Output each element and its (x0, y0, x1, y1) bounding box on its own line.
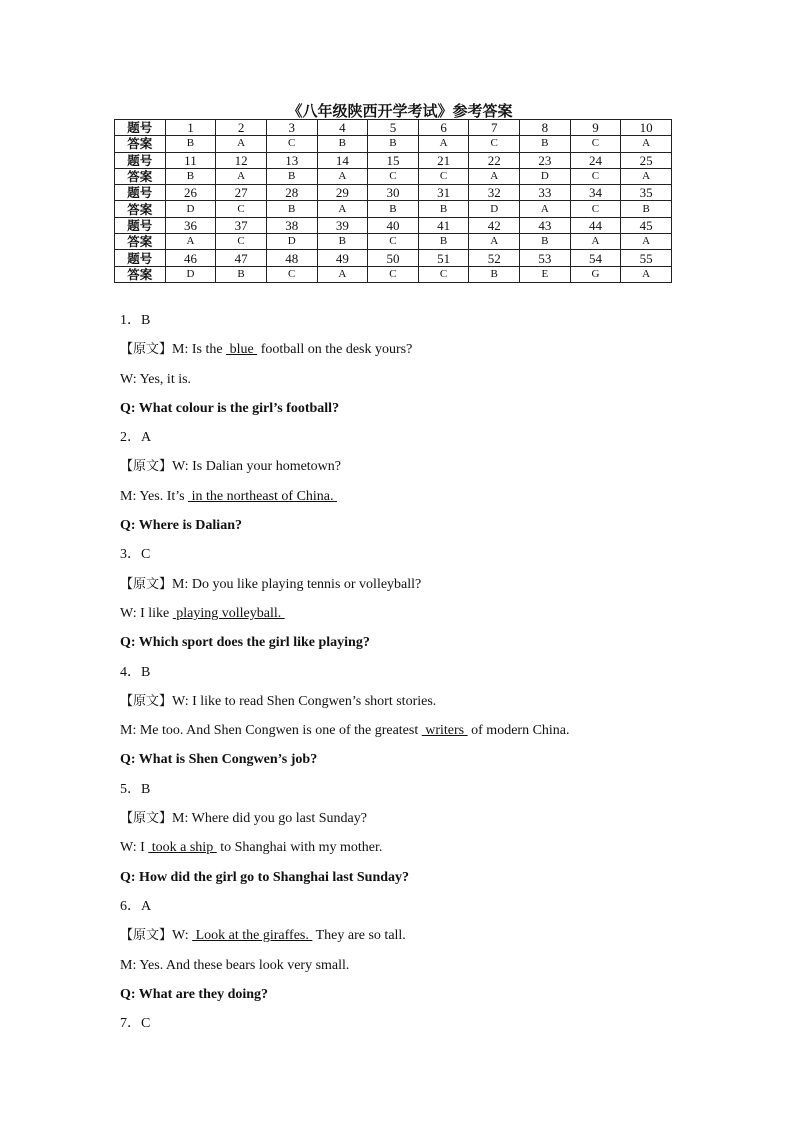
answer-cell: B (317, 136, 368, 152)
transcript-tag: 【原文】 (120, 459, 173, 475)
question-number-cell: 38 (266, 217, 317, 233)
answer-cell: C (216, 234, 267, 250)
question-number-cell: 23 (520, 152, 571, 168)
answer-cell: B (621, 201, 672, 217)
underlined-key-phrase: Look at the giraffes. (192, 928, 313, 944)
underlined-key-phrase: writers (421, 723, 468, 739)
question-number-cell: 40 (368, 217, 419, 233)
answer-cell: B (165, 168, 216, 184)
answer-cell: D (266, 234, 317, 250)
answer-cell: C (570, 136, 621, 152)
question-number-cell: 8 (520, 120, 571, 136)
answer-cell: C (570, 168, 621, 184)
transcript-text: W: (172, 928, 193, 944)
underlined-key-phrase: blue (226, 342, 258, 358)
question-number-cell: 45 (621, 217, 672, 233)
answer-cell: D (165, 201, 216, 217)
answer-cell: A (418, 136, 469, 152)
question-number-cell: 15 (368, 152, 419, 168)
answer-row (115, 201, 672, 217)
question-number-label: 题号 (115, 217, 166, 233)
question-number-cell: 12 (216, 152, 267, 168)
question-number-cell: 1 (165, 120, 216, 136)
question-number-cell: 48 (266, 250, 317, 266)
answer-number: 5．B (120, 781, 151, 797)
answer-row (115, 266, 672, 282)
answer-cell: A (165, 234, 216, 250)
answer-cell: A (570, 234, 621, 250)
answer-cell: B (418, 201, 469, 217)
question-number-cell: 7 (469, 120, 520, 136)
question-number-row (115, 152, 672, 168)
question-number-cell: 6 (418, 120, 469, 136)
question-number-cell: 46 (165, 250, 216, 266)
question-number-row (115, 217, 672, 233)
question-number-cell: 47 (216, 250, 267, 266)
answer-row (115, 234, 672, 250)
answer-cell: C (216, 201, 267, 217)
question-number-cell: 22 (469, 152, 520, 168)
answer-row (115, 168, 672, 184)
question-number-cell: 35 (621, 185, 672, 201)
answer-number: 4．B (120, 664, 151, 680)
transcript-text: M: Is the (172, 342, 227, 358)
answer-cell: A (621, 266, 672, 282)
question-number-label: 题号 (115, 185, 166, 201)
transcript-line (120, 804, 720, 833)
transcript-line (120, 335, 720, 364)
answer-cell: G (570, 266, 621, 282)
transcript-text: M: Yes. It’s (120, 488, 189, 504)
transcript-line (120, 951, 720, 980)
question-number-label: 题号 (115, 152, 166, 168)
answer-number: 2．A (120, 430, 152, 446)
question-number-cell: 50 (368, 250, 419, 266)
transcript-text: M: Yes. And these bears look very small. (120, 957, 350, 973)
question-number-cell: 49 (317, 250, 368, 266)
answer-key-table (114, 119, 672, 283)
question-number-cell: 25 (621, 152, 672, 168)
answer-cell: B (520, 234, 571, 250)
transcript-text: W: Is Dalian your hometown? (172, 459, 342, 475)
question-number-cell: 51 (418, 250, 469, 266)
question-number-cell: 5 (368, 120, 419, 136)
answer-cell: C (418, 168, 469, 184)
answer-cell: A (621, 168, 672, 184)
transcript-line (120, 921, 720, 950)
answer-cell: A (469, 234, 520, 250)
answer-cell: A (216, 136, 267, 152)
underlined-key-phrase: took a ship (148, 840, 217, 856)
transcript-line (120, 452, 720, 481)
page-title: 《八年级陕西开学考试》参考答案 (287, 104, 513, 120)
transcript-tag: 【原文】 (120, 342, 173, 358)
question-number-cell: 53 (520, 250, 571, 266)
question-text: Q: How did the girl go to Shanghai last Sunday? (120, 869, 410, 885)
answer-number: 3．C (120, 547, 151, 563)
transcript-tag: 【原文】 (120, 576, 173, 592)
answer-cell: C (469, 136, 520, 152)
answer-cell: B (469, 266, 520, 282)
question-number-cell: 27 (216, 185, 267, 201)
transcript-tag: 【原文】 (120, 928, 173, 944)
answer-label: 答案 (115, 234, 166, 250)
answer-label: 答案 (115, 168, 166, 184)
question-number-label: 题号 (115, 120, 166, 136)
question-number-cell: 44 (570, 217, 621, 233)
transcript-text: W: I like to read Shen Congwen’s short stories. (172, 693, 437, 709)
answer-label: 答案 (115, 201, 166, 217)
question-text: Q: What is Shen Congwen’s job? (120, 752, 318, 768)
question-number-cell: 21 (418, 152, 469, 168)
answer-cell: B (368, 201, 419, 217)
answer-cell: B (520, 136, 571, 152)
question-number-cell: 54 (570, 250, 621, 266)
question-number-cell: 13 (266, 152, 317, 168)
question-number-cell: 34 (570, 185, 621, 201)
transcript-line (120, 482, 720, 511)
answer-cell: D (520, 168, 571, 184)
transcript-tag: 【原文】 (120, 693, 173, 709)
question-number-cell: 41 (418, 217, 469, 233)
question-number-cell: 32 (469, 185, 520, 201)
answer-cell: B (418, 234, 469, 250)
underlined-key-phrase: in the northeast of China. (188, 488, 338, 504)
transcript-text: M: Where did you go last Sunday? (172, 811, 367, 827)
question-number-cell: 52 (469, 250, 520, 266)
answer-number: 7．C (120, 1016, 151, 1032)
answer-cell: B (368, 136, 419, 152)
question-number-cell: 11 (165, 152, 216, 168)
answer-cell: C (570, 201, 621, 217)
transcript-text: They are so tall. (312, 928, 406, 944)
question-number-cell: 42 (469, 217, 520, 233)
question-number-cell: 36 (165, 217, 216, 233)
transcript-text: W: I like (120, 605, 173, 621)
answer-cell: B (266, 201, 317, 217)
question-number-cell: 28 (266, 185, 317, 201)
question-number-label: 题号 (115, 250, 166, 266)
answer-cell: B (216, 266, 267, 282)
transcript-text: M: Me too. And Shen Congwen is one of the greatest (120, 723, 422, 739)
transcript-line (120, 365, 720, 394)
transcript-line (120, 687, 720, 716)
answer-number: 6．A (120, 898, 152, 914)
question-number-row (115, 120, 672, 136)
answer-cell: B (165, 136, 216, 152)
answer-cell: D (469, 201, 520, 217)
transcript-tag: 【原文】 (120, 811, 173, 827)
question-number-cell: 2 (216, 120, 267, 136)
transcript-line (120, 570, 720, 599)
question-number-cell: 33 (520, 185, 571, 201)
answer-cell: C (266, 136, 317, 152)
transcript-text: W: I (120, 840, 149, 856)
transcript-text: W: Yes, it is. (120, 371, 192, 387)
question-number-cell: 31 (418, 185, 469, 201)
question-number-cell: 14 (317, 152, 368, 168)
answer-cell: C (368, 234, 419, 250)
question-text: Q: Where is Dalian? (120, 518, 242, 534)
answer-cell: C (266, 266, 317, 282)
question-number-cell: 43 (520, 217, 571, 233)
transcript-text: M: Do you like playing tennis or volleyball? (172, 576, 422, 592)
question-text: Q: What are they doing? (120, 986, 269, 1002)
question-number-cell: 29 (317, 185, 368, 201)
question-text: Q: Which sport does the girl like playing? (120, 635, 370, 651)
question-number-cell: 39 (317, 217, 368, 233)
answer-cell: D (165, 266, 216, 282)
question-number-cell: 9 (570, 120, 621, 136)
transcript-text: to Shanghai with my mother. (216, 840, 383, 856)
answer-cell: A (216, 168, 267, 184)
answer-number: 1．B (120, 313, 151, 328)
question-number-cell: 30 (368, 185, 419, 201)
answer-cell: A (317, 201, 368, 217)
question-number-cell: 24 (570, 152, 621, 168)
answer-cell: E (520, 266, 571, 282)
question-number-cell: 4 (317, 120, 368, 136)
question-number-cell: 55 (621, 250, 672, 266)
question-number-cell: 10 (621, 120, 672, 136)
answer-row (115, 136, 672, 152)
answer-cell: A (469, 168, 520, 184)
transcript-line (120, 599, 720, 628)
transcript-text: football on the desk yours? (257, 342, 413, 358)
answer-cell: A (317, 168, 368, 184)
question-number-row (115, 250, 672, 266)
answer-label: 答案 (115, 136, 166, 152)
answer-cell: A (621, 136, 672, 152)
answer-cell: A (317, 266, 368, 282)
answer-cell: C (418, 266, 469, 282)
answer-cell: B (266, 168, 317, 184)
answer-label: 答案 (115, 266, 166, 282)
answer-cell: C (368, 168, 419, 184)
question-text: Q: What colour is the girl’s football? (120, 400, 340, 416)
question-number-cell: 26 (165, 185, 216, 201)
answer-cell: A (621, 234, 672, 250)
question-number-row (115, 185, 672, 201)
answer-cell: B (317, 234, 368, 250)
question-number-cell: 37 (216, 217, 267, 233)
transcript-line (120, 716, 720, 745)
underlined-key-phrase: playing volleyball. (172, 605, 285, 621)
question-number-cell: 3 (266, 120, 317, 136)
answer-cell: C (368, 266, 419, 282)
transcript-line (120, 833, 720, 862)
transcript-text: of modern China. (467, 723, 570, 739)
listening-transcripts (120, 306, 720, 1038)
answer-cell: A (520, 201, 571, 217)
